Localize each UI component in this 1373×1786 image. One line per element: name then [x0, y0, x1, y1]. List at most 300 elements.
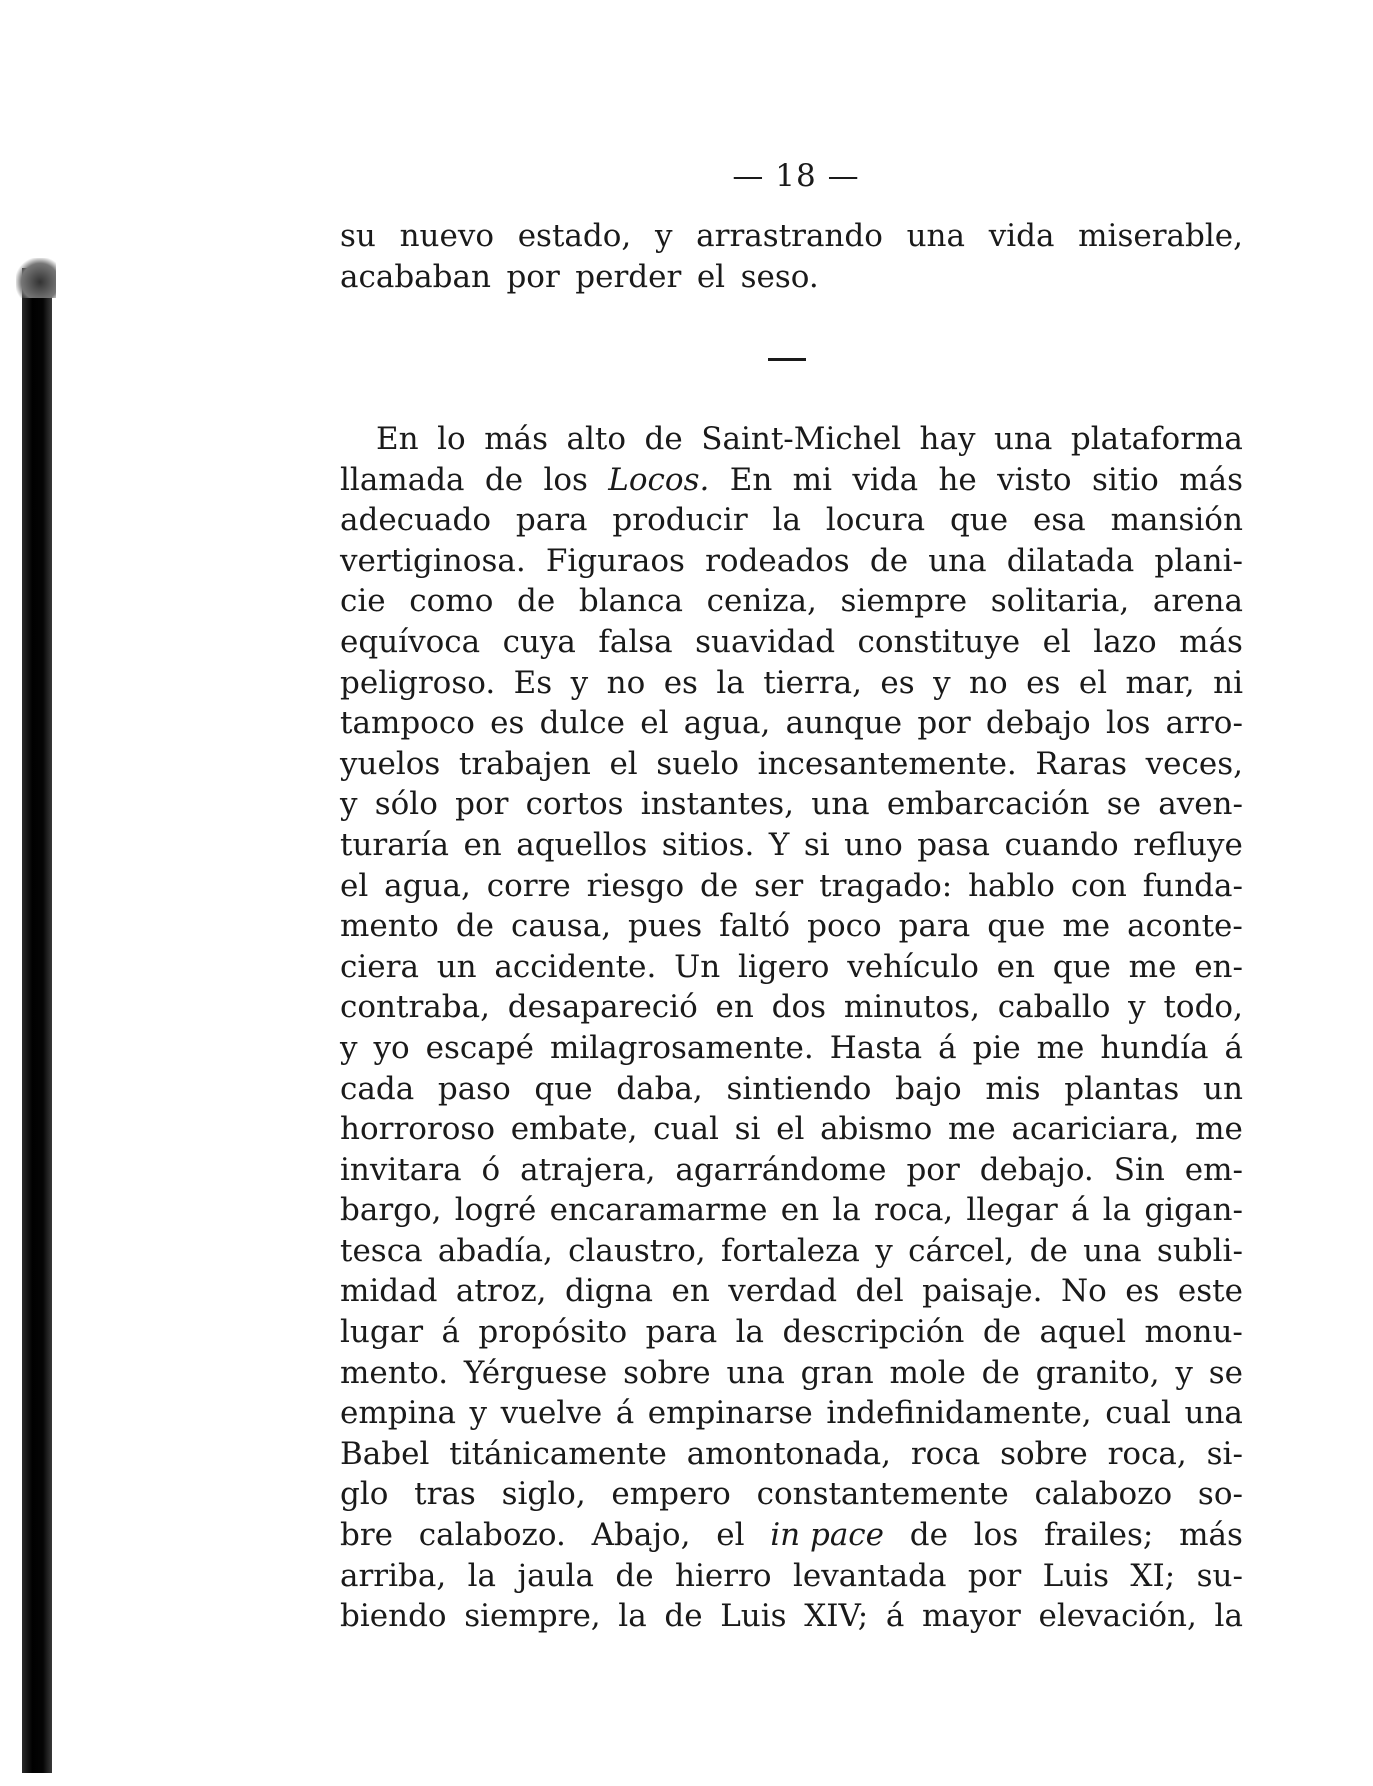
word: en [671, 1273, 710, 1310]
word: la [1102, 1192, 1132, 1229]
word: vida [852, 461, 919, 498]
word: es [880, 664, 915, 701]
word: vertiginosa. [340, 542, 526, 579]
word: roca, [873, 1192, 954, 1229]
word: el [640, 705, 669, 742]
word: contraba, [340, 989, 490, 1026]
word: refluye [1133, 826, 1243, 863]
word: el [1078, 664, 1108, 701]
word: un [436, 948, 477, 985]
word: dos [771, 989, 827, 1026]
word: cárcel, [908, 1232, 1015, 1269]
word: lo [437, 421, 466, 457]
word: más [1179, 461, 1243, 498]
word: arrastrando [696, 218, 883, 254]
text-line [340, 1028, 1243, 1069]
word: cie [340, 583, 386, 620]
word: midad [340, 1273, 438, 1310]
text-line [340, 1150, 1243, 1191]
word: granito, [1035, 1354, 1160, 1391]
word: equívoca [340, 623, 481, 660]
word: esa [1033, 502, 1086, 539]
word: la [832, 1192, 861, 1229]
word: em- [1184, 1151, 1243, 1188]
word: yuelos [340, 745, 441, 782]
word: adecuado [340, 502, 491, 539]
word: para [515, 502, 588, 539]
word: mi [792, 461, 832, 498]
word: pie [972, 1029, 1021, 1066]
word: claustro, [568, 1232, 706, 1269]
text-line [340, 987, 1243, 1028]
word: tras [414, 1476, 476, 1513]
word: una [1083, 1232, 1142, 1269]
word: escapé [425, 1029, 534, 1066]
word: encaramarme [549, 1192, 768, 1229]
word: gigan- [1144, 1192, 1243, 1229]
word: solitaria, [990, 583, 1130, 620]
word: nuevo [399, 218, 495, 254]
word: siempre [840, 583, 968, 620]
word: calabozo [1034, 1476, 1173, 1513]
word: si [803, 826, 830, 863]
word: turaría [340, 826, 449, 863]
word: Un [674, 948, 721, 985]
word: una [726, 1354, 785, 1391]
word: los [1105, 705, 1151, 742]
word: no [606, 664, 646, 701]
word: siglo, [501, 1476, 586, 1513]
word: yo [373, 1029, 410, 1066]
word: ligero [737, 948, 830, 985]
word: paisaje. [922, 1273, 1043, 1310]
text-line [340, 1596, 1243, 1637]
word: biendo [340, 1598, 447, 1635]
word: tragado: [819, 867, 953, 904]
word: cuya [502, 623, 576, 660]
word: roca [910, 1435, 981, 1472]
word: cortos [525, 786, 624, 823]
word: y [570, 664, 589, 701]
word: subli- [1156, 1232, 1243, 1269]
word: bajo [895, 1070, 962, 1107]
word: ciera [340, 948, 419, 985]
word: miserable, [1078, 218, 1243, 254]
word: accidente. [494, 948, 657, 985]
word: levantada [792, 1557, 947, 1594]
word: Es [513, 664, 553, 701]
word: y [1128, 989, 1146, 1026]
word: pues [628, 908, 703, 945]
word: causa, [511, 908, 612, 945]
text-line [340, 541, 1243, 582]
word: suelo [656, 745, 740, 782]
word: es [663, 664, 698, 701]
text-line [340, 825, 1243, 866]
word: y [933, 664, 951, 701]
word: de [615, 1557, 654, 1594]
word: empero [611, 1476, 731, 1513]
word: No [1060, 1273, 1107, 1310]
word: aquel [1039, 1314, 1127, 1351]
word: seso. [740, 258, 819, 295]
word: Locos. [608, 461, 710, 498]
word: de [455, 908, 495, 945]
word: los [543, 461, 588, 498]
word: arro- [1165, 705, 1243, 742]
text-line [340, 947, 1243, 988]
word: sólo [374, 786, 438, 823]
text-line [340, 784, 1243, 825]
section-separator-dash [768, 358, 806, 361]
word: frailes; [1044, 1517, 1154, 1554]
word: Abajo, [591, 1517, 691, 1554]
word: producir [612, 502, 748, 539]
word: vehículo [847, 948, 979, 985]
word: más [484, 421, 548, 457]
word: cual [1105, 1395, 1171, 1432]
word: aconte- [1127, 908, 1243, 945]
word: En [729, 461, 773, 498]
word: locura [825, 502, 926, 539]
word: este [1177, 1273, 1243, 1310]
word: descripción [782, 1314, 965, 1351]
word: plataforma [1070, 421, 1243, 457]
word: peligroso. [340, 664, 496, 701]
word: me [948, 1111, 996, 1148]
text-line [340, 1312, 1243, 1353]
word: el [696, 258, 726, 295]
word: fortaleza [720, 1232, 860, 1269]
word: arriba, [340, 1557, 447, 1594]
word: invitara [340, 1151, 462, 1188]
continuation-text [340, 216, 1243, 297]
word: el [1042, 623, 1071, 660]
word: hierro [674, 1557, 772, 1594]
word: uno [844, 826, 903, 863]
text-line [340, 581, 1243, 622]
word: que [949, 502, 1009, 539]
word: no [969, 664, 1008, 701]
word: de [484, 461, 524, 498]
word: una [928, 542, 987, 579]
word: con [1070, 867, 1127, 904]
word: Yérguese [463, 1354, 608, 1391]
word: para [645, 1314, 718, 1351]
word: pasa [917, 826, 990, 863]
word: ni [1213, 664, 1243, 701]
word: caballo [997, 989, 1111, 1026]
word: in pace [770, 1517, 885, 1554]
word: acababan [340, 258, 491, 295]
word: minutos, [843, 989, 980, 1026]
word: Y [768, 826, 790, 863]
text-line [340, 663, 1243, 704]
word: me [1195, 1111, 1243, 1148]
text-line [340, 1353, 1243, 1394]
word: el [609, 745, 638, 782]
word: hay [919, 421, 976, 457]
word: de [909, 1517, 948, 1554]
word: agua, [384, 867, 471, 904]
word: por [917, 705, 971, 742]
word: perder [575, 258, 682, 295]
word: y [340, 786, 358, 823]
word: se [1208, 1354, 1243, 1391]
main-paragraph [340, 419, 1243, 1637]
word: por [906, 1151, 960, 1188]
text-line [340, 1190, 1243, 1231]
word: daba, [616, 1070, 703, 1107]
word: ó [481, 1151, 501, 1188]
word: corre [486, 867, 571, 904]
word: propósito [478, 1314, 628, 1351]
word: á [885, 1598, 905, 1635]
word: y [1175, 1354, 1193, 1391]
text-line [340, 257, 1243, 298]
word: embate, [510, 1111, 638, 1148]
word: una [811, 786, 870, 823]
word: constantemente [756, 1476, 1009, 1513]
word: gran [800, 1354, 874, 1391]
text-line [340, 1231, 1243, 1272]
word: agua, [683, 705, 771, 742]
word: de [869, 542, 909, 579]
word: á [1224, 1029, 1243, 1066]
text-line [340, 419, 1243, 460]
word: rodeados [705, 542, 850, 579]
word: de [644, 421, 683, 457]
word: debajo. [979, 1151, 1094, 1188]
word: llamada [340, 461, 465, 498]
word: en [780, 1192, 820, 1229]
text-line [340, 906, 1243, 947]
word: cada [340, 1070, 415, 1107]
word: instantes, [640, 786, 795, 823]
text-line [340, 1556, 1243, 1597]
word: por [455, 786, 509, 823]
word: ser [754, 867, 804, 904]
word: sobre [1000, 1435, 1088, 1472]
word: á [441, 1314, 460, 1351]
word: en [715, 989, 754, 1026]
word: vida [988, 218, 1055, 254]
word: mansión [1110, 502, 1243, 539]
word: mar, [1125, 664, 1195, 701]
word: plantas [1064, 1070, 1180, 1107]
text-line [340, 1271, 1243, 1312]
text-line [340, 500, 1243, 541]
word: empinarse [647, 1395, 813, 1432]
word: hundía [1100, 1029, 1209, 1066]
word: el [340, 867, 369, 904]
word: por [506, 258, 560, 295]
text-line [340, 622, 1243, 663]
word: tampoco [340, 705, 475, 742]
word: para [898, 908, 971, 945]
word: ceniza, [706, 583, 817, 620]
text-line [340, 744, 1243, 785]
word: como [409, 583, 494, 620]
word: que [1052, 948, 1111, 985]
word: de [517, 583, 556, 620]
word: la [735, 1314, 765, 1351]
word: titánicamente [449, 1435, 667, 1472]
word: llegar [966, 1192, 1058, 1229]
text-line [340, 1393, 1243, 1434]
word: faltó [719, 908, 791, 945]
word: mento [340, 908, 439, 945]
word: una [993, 421, 1053, 457]
word: de [981, 1354, 1020, 1391]
word: aunque [785, 705, 903, 742]
word: el [776, 1111, 805, 1148]
word: plani- [1154, 542, 1243, 579]
word: me [1036, 1029, 1085, 1066]
word: es [1125, 1273, 1160, 1310]
word: Figuraos [545, 542, 685, 579]
word: de [700, 867, 739, 904]
word: Luis [720, 1598, 787, 1635]
word: sitio [1091, 461, 1159, 498]
word: bre [340, 1517, 394, 1554]
word: suavidad [695, 623, 836, 660]
word: embarcación [886, 786, 1090, 823]
word: Saint-Michel [701, 421, 901, 457]
word: poco [807, 908, 882, 945]
word: XIV; [804, 1598, 869, 1635]
word: estado, [517, 218, 632, 254]
word: lazo [1093, 623, 1157, 660]
word: paso [437, 1070, 511, 1107]
word: incesantemente. [757, 745, 1017, 782]
word: Sin [1113, 1151, 1165, 1188]
word: amontonada, [686, 1435, 891, 1472]
word: funda- [1142, 867, 1243, 904]
word: un [1203, 1070, 1243, 1107]
word: En [376, 421, 419, 457]
word: dilatada [1006, 542, 1135, 579]
word: de [664, 1598, 703, 1635]
word: falsa [598, 623, 673, 660]
text-line [340, 460, 1243, 501]
word: dulce [539, 705, 626, 742]
word: sintiendo [726, 1070, 872, 1107]
word: en- [1194, 948, 1243, 985]
word: una [1184, 1395, 1243, 1432]
word: en [996, 948, 1035, 985]
word: abismo [820, 1111, 933, 1148]
word: sobre [623, 1354, 711, 1391]
word: logré [454, 1192, 537, 1229]
word: roca, [1107, 1435, 1187, 1472]
word: abadía, [437, 1232, 553, 1269]
word: atroz, [455, 1273, 547, 1310]
word: jaula [517, 1557, 594, 1594]
word: una [906, 218, 966, 254]
word: alto [566, 421, 627, 457]
word: constituye [857, 623, 1021, 660]
word: vuelve [500, 1395, 603, 1432]
word: por [967, 1557, 1022, 1594]
word: agarrándome [675, 1151, 887, 1188]
word: blanca [578, 583, 683, 620]
word: bargo, [340, 1192, 442, 1229]
word: calabozo. [418, 1517, 566, 1554]
word: en [463, 826, 502, 863]
word: tierra, [763, 664, 862, 701]
word: veces, [1145, 745, 1243, 782]
word: so- [1197, 1476, 1243, 1513]
word: monu- [1144, 1314, 1243, 1351]
word: se [1106, 786, 1141, 823]
word: sitios. [661, 826, 755, 863]
word: debajo [985, 705, 1091, 742]
word: es [1026, 664, 1061, 701]
word: Luis [1042, 1557, 1109, 1594]
word: cuando [1004, 826, 1119, 863]
word: hablo [968, 867, 1055, 904]
word: verdad [728, 1273, 838, 1310]
word: la [618, 1598, 647, 1635]
text-line [340, 703, 1243, 744]
word: cual [653, 1111, 719, 1148]
word: que [987, 908, 1046, 945]
word: arena [1152, 583, 1243, 620]
word: y [469, 1395, 488, 1432]
word: me [1128, 948, 1177, 985]
word: todo, [1163, 989, 1243, 1026]
word: los [973, 1517, 1019, 1554]
text-line [340, 1109, 1243, 1150]
word: más [1179, 1517, 1243, 1554]
word: he [938, 461, 977, 498]
word: es [490, 705, 525, 742]
word: de [1029, 1232, 1068, 1269]
word: mayor [922, 1598, 1021, 1635]
word: tesca [340, 1232, 423, 1269]
page-binding-shadow [22, 268, 52, 1773]
word: su [340, 218, 376, 254]
word: visto [997, 461, 1072, 498]
word: horroroso [340, 1111, 495, 1148]
word: la [772, 502, 801, 539]
word: más [1179, 623, 1243, 660]
word: lugar [340, 1314, 424, 1351]
word: Hasta [829, 1029, 923, 1066]
word: la [716, 664, 745, 701]
word: milagrosamente. [549, 1029, 814, 1066]
word: desapareció [507, 989, 698, 1026]
word: el [716, 1517, 745, 1554]
word: glo [340, 1476, 389, 1513]
word: que [534, 1070, 593, 1107]
text-line [340, 1515, 1243, 1556]
word: aven- [1158, 786, 1243, 823]
word: Raras [1035, 745, 1128, 782]
word: del [855, 1273, 904, 1310]
text-line [340, 1474, 1243, 1515]
word: XI; [1130, 1557, 1176, 1594]
word: trabajen [458, 745, 591, 782]
word: siempre, [464, 1598, 601, 1635]
word: Babel [340, 1435, 430, 1472]
word: digna [564, 1273, 654, 1310]
word: empina [340, 1395, 456, 1432]
word: de [982, 1314, 1022, 1351]
word: y [875, 1232, 893, 1269]
word: la [467, 1557, 497, 1594]
